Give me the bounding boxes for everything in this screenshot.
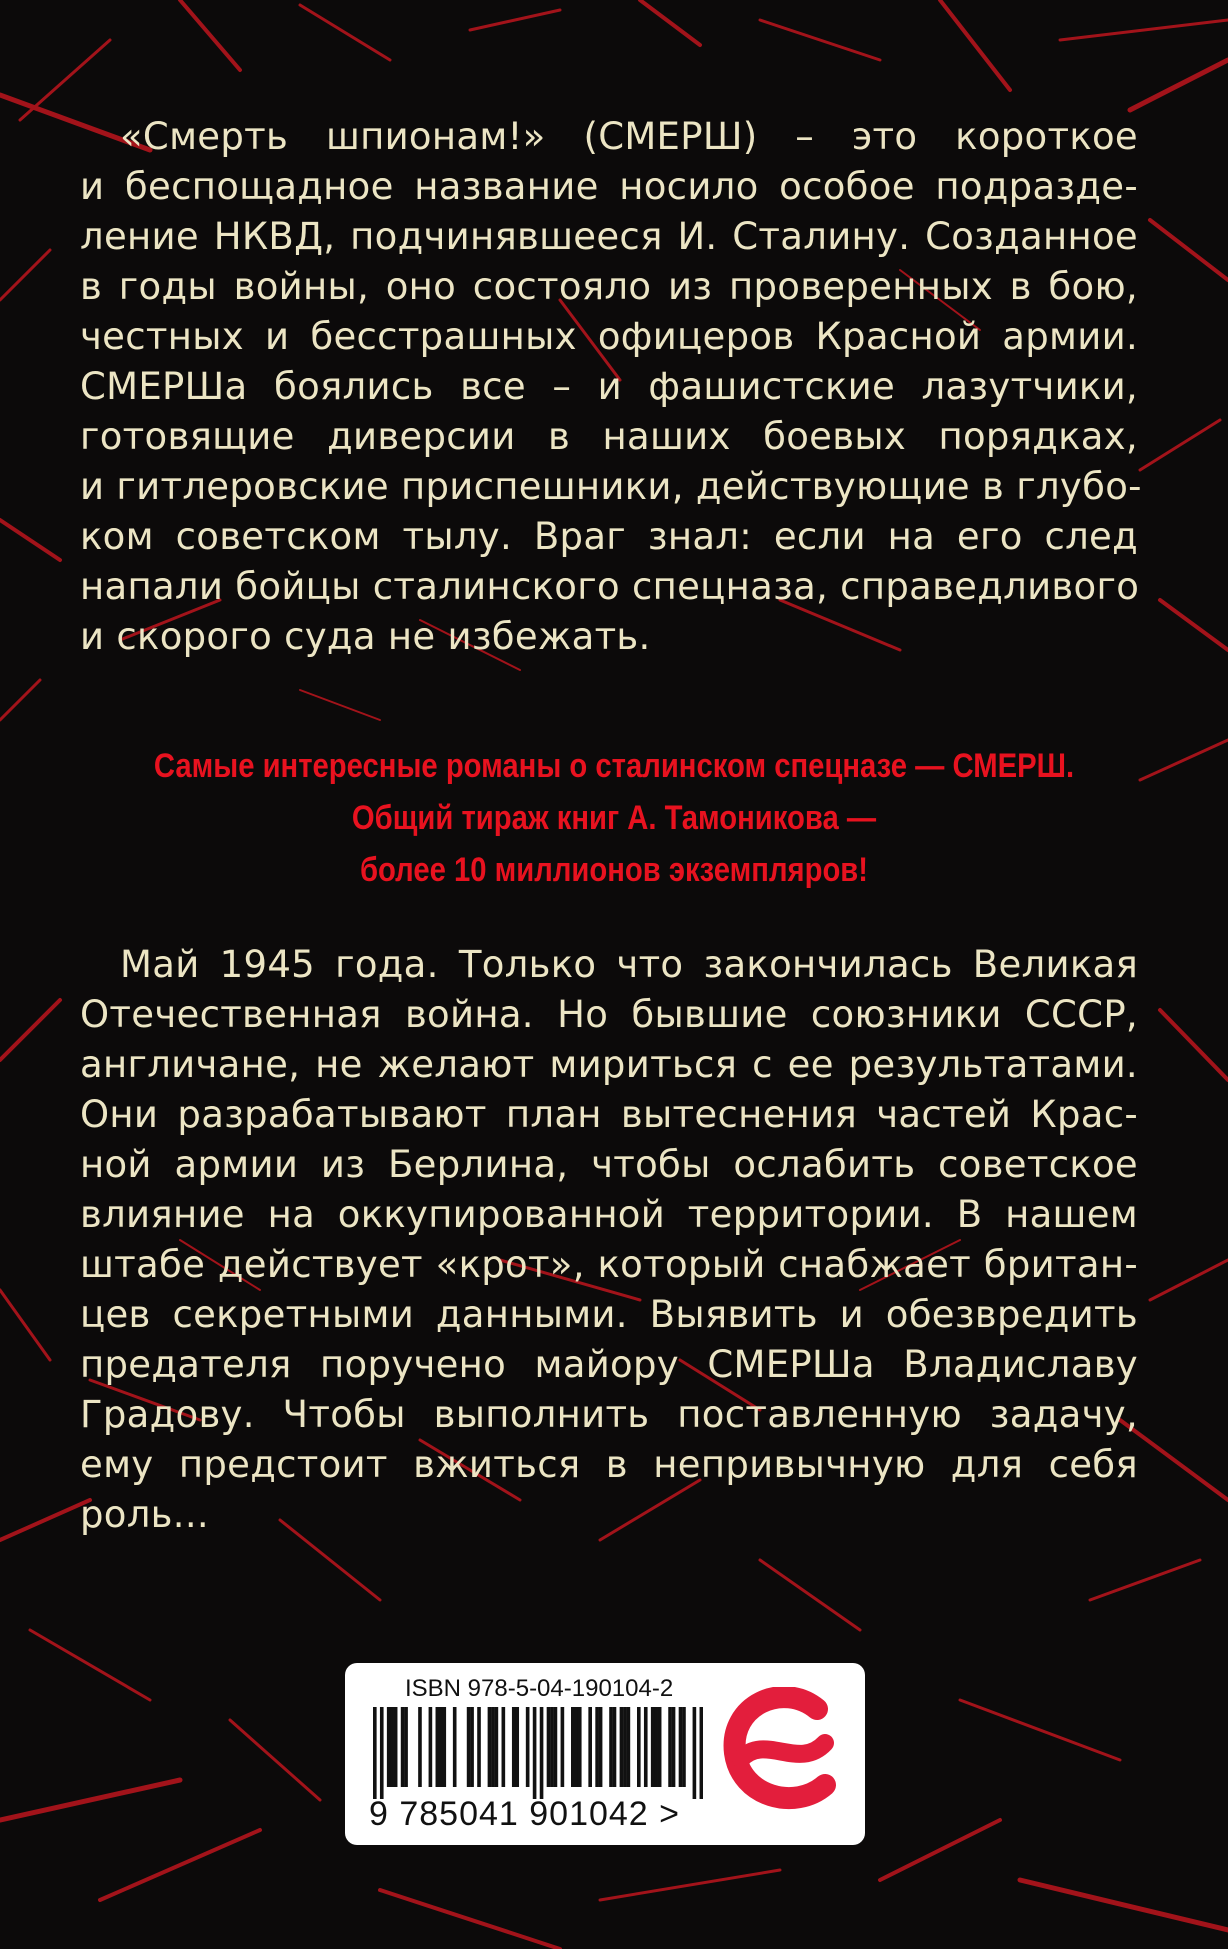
barcode-bar	[373, 1707, 377, 1799]
barcode-bar	[588, 1707, 592, 1787]
barcode-bar	[658, 1707, 662, 1787]
barcode-bar	[627, 1707, 631, 1787]
barcode-bar	[429, 1707, 433, 1787]
barcode-bar	[394, 1707, 398, 1787]
barcode-bar	[526, 1707, 530, 1787]
text-line: англичане, не желают мириться с ее результатами.	[80, 1043, 1138, 1086]
text-line: и беспощадное название носило особое подразде-	[80, 165, 1138, 208]
barcode-bar	[442, 1707, 446, 1787]
barcode-bar	[390, 1707, 394, 1787]
barcode-bar	[571, 1707, 575, 1787]
barcode-bar	[654, 1707, 658, 1787]
barcode-bar	[439, 1707, 443, 1787]
barcode-bar	[620, 1707, 624, 1787]
barcode-bar	[495, 1707, 499, 1787]
barcode-bar	[436, 1707, 440, 1787]
barcode-bar	[679, 1707, 683, 1787]
text-line: ему предстоит вжиться в непривычную для себя	[80, 1443, 1138, 1486]
barcode-bar	[682, 1707, 686, 1787]
barcode-bar	[693, 1707, 697, 1799]
barcode-bar	[533, 1707, 537, 1799]
promo-line: более 10 миллионов экземпляров!	[359, 851, 869, 889]
text-line: цев секретными данными. Выявить и обезвредить	[80, 1293, 1138, 1336]
text-line: «Смерть шпионам!» (СМЕРШ) – это короткое	[120, 115, 1138, 158]
text-line: влияние на оккупированной территории. В нашем	[80, 1193, 1138, 1236]
ean-digits: 9 785041 901042 >	[369, 1795, 681, 1833]
text-line: Май 1945 года. Только что закончилась Великая	[120, 943, 1138, 986]
promo-line: Общий тираж книг А. Тамоникова —	[351, 799, 877, 837]
promo-line: Самые интересные романы о сталинском спецназе — СМЕРШ.	[153, 747, 1075, 785]
text-line: ком советском тылу. Враг знал: если на его след	[80, 515, 1138, 558]
text-line: роль...	[80, 1493, 209, 1536]
barcode-bar	[401, 1707, 405, 1787]
text-line: честных и бесстрашных офицеров Красной армии.	[80, 315, 1138, 358]
barcode-bar	[547, 1707, 551, 1787]
text-line: в годы войны, оно состояло из проверенных в бою,	[80, 265, 1138, 308]
text-line: и гитлеровские приспешники, действующие в глубо-	[80, 465, 1142, 508]
text-line: предателя поручено майору СМЕРШа Владиславу	[80, 1343, 1138, 1386]
barcode-bar	[561, 1707, 565, 1787]
text-line: ной армии из Берлина, чтобы ослабить советское	[80, 1143, 1138, 1186]
barcode-bar	[651, 1707, 655, 1787]
barcode-bar	[491, 1707, 495, 1787]
barcode-bar	[574, 1707, 578, 1787]
barcode-bar	[609, 1707, 613, 1787]
barcode-bar	[380, 1707, 384, 1799]
text-line: Они разрабатывают план вытеснения частей Крас-	[80, 1093, 1138, 1136]
barcode-bar	[668, 1707, 672, 1787]
barcode-bar	[470, 1707, 474, 1787]
barcode-bar	[637, 1707, 641, 1787]
eksmo-logo-icon	[721, 1687, 845, 1823]
barcode-bar	[595, 1707, 599, 1787]
text-line: Градову. Чтобы выполнить поставленную задачу,	[80, 1393, 1138, 1436]
barcode-bar	[599, 1707, 603, 1787]
barcode-bar	[502, 1707, 506, 1787]
series-description-paragraph	[80, 112, 1142, 662]
barcode-bar	[613, 1707, 617, 1787]
barcode-bar	[453, 1707, 457, 1787]
barcode-bar	[554, 1707, 558, 1787]
text-line: ление НКВД, подчинявшееся И. Сталину. Созданное	[80, 215, 1138, 258]
barcode-bar	[512, 1707, 516, 1787]
promo-tagline	[86, 740, 1142, 896]
text-line: напали бойцы сталинского спецназа, справедливого	[80, 565, 1140, 608]
barcode-bar	[488, 1707, 492, 1787]
barcode-bar	[418, 1707, 422, 1787]
barcode-bar	[578, 1707, 582, 1787]
barcode-bar	[644, 1707, 648, 1787]
text-line: и скорого суда не избежать.	[80, 615, 651, 658]
barcode-bars	[373, 1707, 703, 1799]
barcode-bar	[540, 1707, 544, 1799]
text-line: готовящие диверсии в наших боевых порядках,	[80, 415, 1138, 458]
barcode-bar	[623, 1707, 627, 1787]
barcode-bar	[515, 1707, 519, 1787]
barcode-bar	[550, 1707, 554, 1787]
text-line: штабе действует «крот», который снабжает британ-	[80, 1243, 1138, 1286]
text-line: СМЕРШа боялись все – и фашистские лазутчики,	[80, 365, 1138, 408]
isbn-barcode-panel	[345, 1663, 865, 1845]
barcode-bar	[467, 1707, 471, 1787]
book-synopsis-paragraph	[80, 940, 1138, 1540]
barcode-bar	[672, 1707, 676, 1787]
barcode-bar	[477, 1707, 481, 1787]
isbn-label: ISBN 978-5-04-190104-2	[405, 1675, 674, 1702]
barcode-bar	[387, 1707, 391, 1787]
text-line: Отечественная война. Но бывшие союзники СССР,	[80, 993, 1138, 1036]
barcode-bar	[404, 1707, 408, 1787]
barcode-bar	[700, 1707, 703, 1799]
